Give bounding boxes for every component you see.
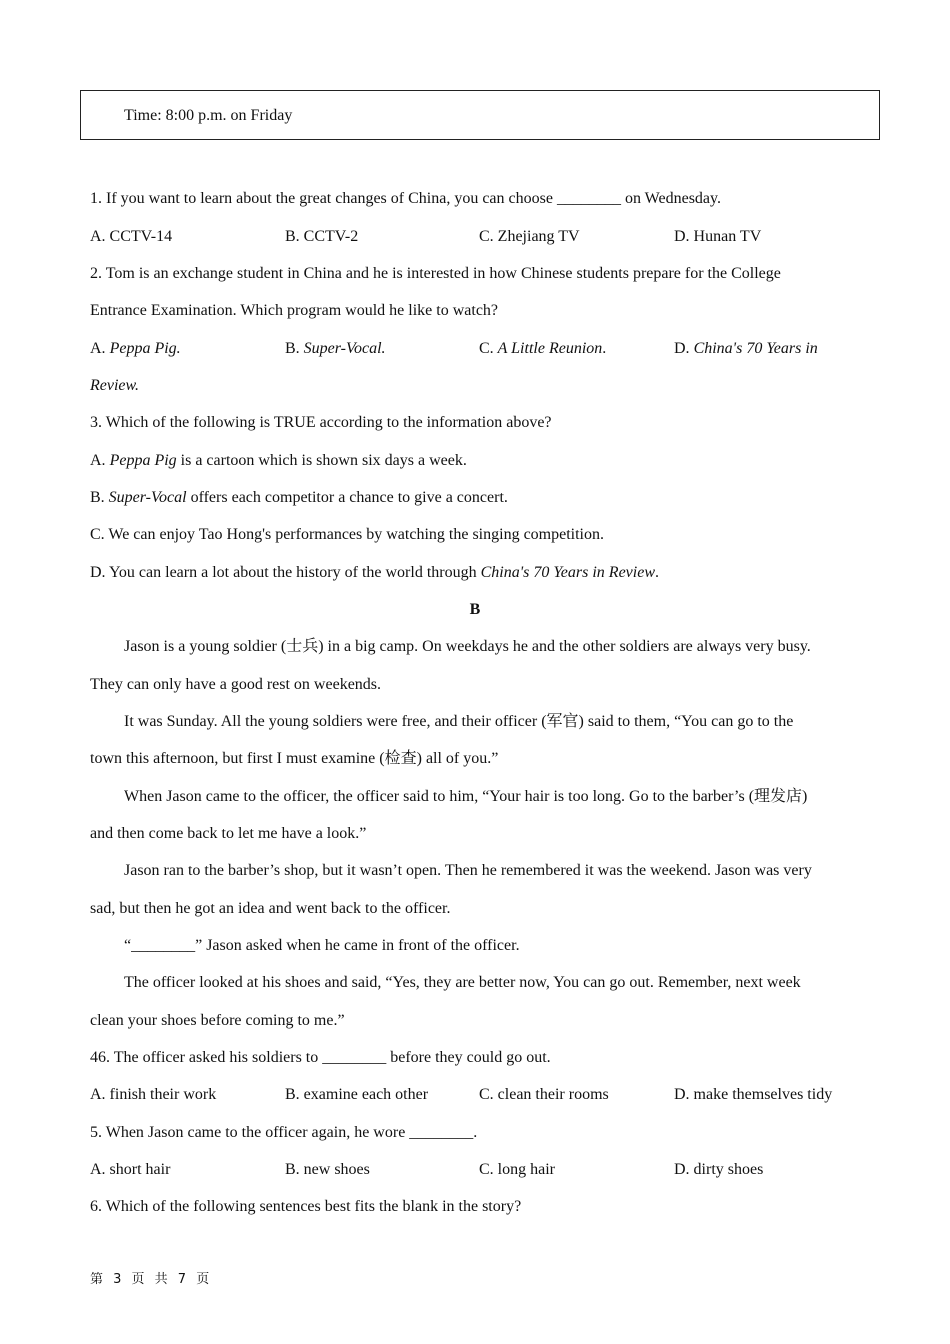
q5-option-d: D. dirty shoes: [674, 1161, 764, 1178]
q1-option-d: D. Hunan TV: [674, 228, 762, 245]
q2-stem-line1: 2. Tom is an exchange student in China and he is interested in how Chinese students prepare for the College: [90, 265, 781, 282]
q5-option-c: C. long hair: [479, 1161, 555, 1178]
q3-option-b: B. Super-Vocal offers each competitor a chance to give a concert.: [90, 489, 508, 506]
passage-line: The officer looked at his shoes and said, “Yes, they are better now, You can go out. Remember, next week: [124, 974, 801, 991]
q46-stem: 46. The officer asked his soldiers to ________ before they could go out.: [90, 1049, 551, 1066]
program-info-box: [80, 90, 880, 140]
q46-option-b: B. examine each other: [285, 1086, 429, 1103]
q3-option-a: A. Peppa Pig is a cartoon which is shown six days a week.: [90, 452, 467, 469]
q5-option-a: A. short hair: [90, 1161, 171, 1178]
q2-stem-line2: Entrance Examination. Which program would he like to watch?: [90, 302, 499, 319]
page-number-footer: 第 3 页 共 7 页: [90, 1272, 213, 1287]
passage-line: They can only have a good rest on weekends.: [90, 676, 382, 693]
q3-option-c: C. We can enjoy Tao Hong's performances by watching the singing competition.: [90, 526, 604, 543]
q1-stem: 1. If you want to learn about the great changes of China, you can choose ________ on Wednesday.: [90, 190, 721, 207]
q6-stem: 6. Which of the following sentences best fits the blank in the story?: [90, 1198, 522, 1215]
passage-line: town this afternoon, but first I must examine (检查) all of you.”: [90, 750, 499, 767]
q2-option-b: B. Super-Vocal.: [285, 340, 386, 357]
passage-line: sad, but then he got an idea and went back to the officer.: [90, 900, 451, 917]
q2-option-d-continued: Review.: [90, 377, 140, 394]
q2-option-a: A. Peppa Pig.: [90, 340, 181, 357]
q46-option-a: A. finish their work: [90, 1086, 217, 1103]
q1-option-a: A. CCTV-14: [90, 228, 173, 245]
passage-line: Jason is a young soldier (士兵) in a big camp. On weekdays he and the other soldiers are always very busy.: [124, 638, 811, 655]
q46-option-c: C. clean their rooms: [479, 1086, 609, 1103]
passage-line: Jason ran to the barber’s shop, but it wasn’t open. Then he remembered it was the weekend. Jason was very: [124, 862, 812, 879]
q46-option-d: D. make themselves tidy: [674, 1086, 833, 1103]
q3-option-d: D. You can learn a lot about the history of the world through China's 70 Years in Review.: [90, 564, 659, 581]
q1-option-c: C. Zhejiang TV: [479, 228, 580, 245]
passage-line: When Jason came to the officer, the officer said to him, “Your hair is too long. Go to the barber’s (理发店): [124, 788, 808, 805]
passage-line: clean your shoes before coming to me.”: [90, 1012, 345, 1029]
q3-stem: 3. Which of the following is TRUE according to the information above?: [90, 414, 552, 431]
passage-line: “________” Jason asked when he came in front of the officer.: [124, 937, 520, 954]
q2-option-d: D. China's 70 Years in: [674, 340, 818, 357]
q2-option-c: C. A Little Reunion.: [479, 340, 607, 357]
q5-option-b: B. new shoes: [285, 1161, 370, 1178]
passage-line: It was Sunday. All the young soldiers were free, and their officer (军官) said to them, “You can go to the: [124, 713, 794, 730]
q1-option-b: B. CCTV-2: [285, 228, 359, 245]
program-time: Time: 8:00 p.m. on Friday: [124, 107, 293, 124]
passage-line: and then come back to let me have a look.”: [90, 825, 367, 842]
q5-stem: 5. When Jason came to the officer again, he wore ________.: [90, 1124, 478, 1141]
section-heading: B: [469, 601, 481, 618]
